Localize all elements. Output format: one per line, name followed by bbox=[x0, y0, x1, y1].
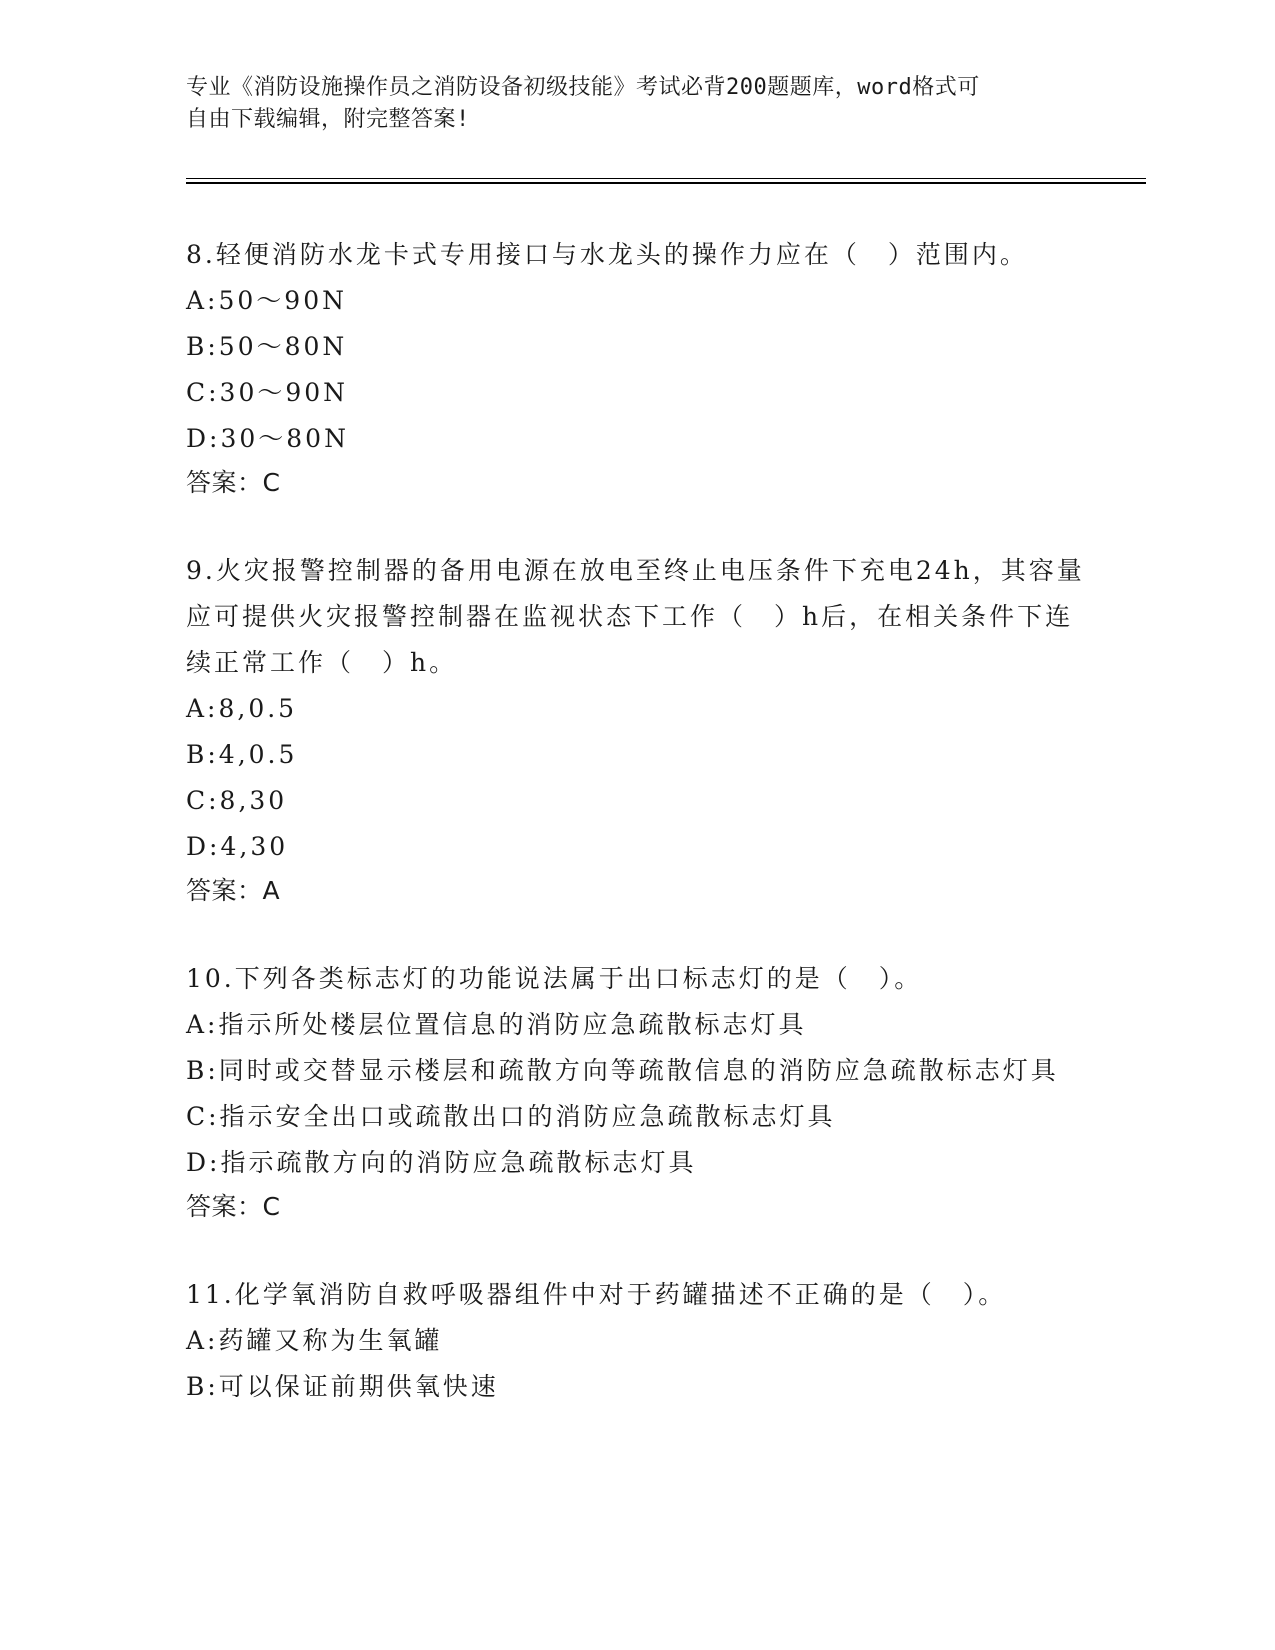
option-c: C:8,30 bbox=[186, 786, 288, 815]
question-11 bbox=[186, 1272, 1086, 1410]
option-d: D:30～80N bbox=[186, 424, 349, 453]
header-divider-thin bbox=[186, 178, 1146, 179]
question-stem: 8.轻便消防水龙卡式专用接口与水龙头的操作力应在（ ）范围内。 bbox=[186, 240, 1028, 269]
option-a: A:药罐又称为生氧罐 bbox=[186, 1326, 443, 1355]
option-d: D:指示疏散方向的消防应急疏散标志灯具 bbox=[186, 1148, 697, 1177]
option-b: B:50～80N bbox=[186, 332, 348, 361]
header-divider-thick bbox=[186, 182, 1146, 184]
option-d: D:4,30 bbox=[186, 832, 289, 861]
option-a: A:50～90N bbox=[186, 286, 347, 315]
option-b: B:同时或交替显示楼层和疏散方向等疏散信息的消防应急疏散标志灯具 bbox=[186, 1056, 1059, 1085]
option-b: B:4,0.5 bbox=[186, 740, 298, 769]
question-stem: 11.化学氧消防自救呼吸器组件中对于药罐描述不正确的是（ ）。 bbox=[186, 1280, 1007, 1309]
header-subtitle-line: 自由下载编辑，附完整答案! bbox=[186, 107, 470, 132]
document-header bbox=[186, 72, 1066, 136]
question-list bbox=[186, 232, 1086, 1454]
header-title-line: 专业《消防设施操作员之消防设备初级技能》考试必背200题题库，word格式可 bbox=[186, 75, 980, 100]
option-a: A:8,0.5 bbox=[186, 694, 298, 723]
answer-line: 答案：C bbox=[186, 468, 281, 497]
option-a: A:指示所处楼层位置信息的消防应急疏散标志灯具 bbox=[186, 1010, 807, 1039]
question-9 bbox=[186, 548, 1086, 912]
answer-line: 答案：C bbox=[186, 1192, 281, 1221]
question-stem: 10.下列各类标志灯的功能说法属于出口标志灯的是（ ）。 bbox=[186, 964, 923, 993]
answer-line: 答案：A bbox=[186, 876, 281, 905]
question-10 bbox=[186, 956, 1086, 1228]
option-c: C:指示安全出口或疏散出口的消防应急疏散标志灯具 bbox=[186, 1102, 836, 1131]
question-stem: 9.火灾报警控制器的备用电源在放电至终止电压条件下充电24h，其容量应可提供火灾报警控制器在监视状态下工作（ ）h后，在相关条件下连续正常工作（ ）h。 bbox=[186, 556, 1085, 677]
option-c: C:30～90N bbox=[186, 378, 349, 407]
question-8 bbox=[186, 232, 1086, 504]
option-b: B:可以保证前期供氧快速 bbox=[186, 1372, 499, 1401]
